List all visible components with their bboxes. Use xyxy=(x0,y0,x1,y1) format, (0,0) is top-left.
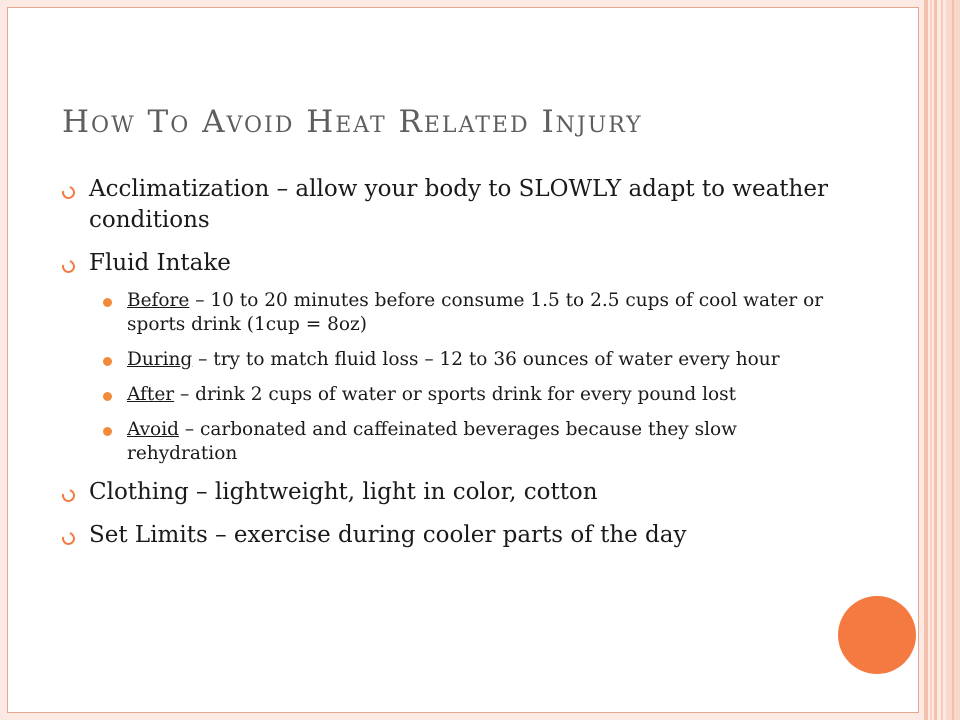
sub-bullet-item xyxy=(62,418,852,466)
decorative-stripe xyxy=(952,0,954,720)
sub-bullet-term: After xyxy=(127,384,175,405)
sub-bullet-item xyxy=(62,289,852,337)
sub-bullet-text: – carbonated and caffeinated beverages because they slow rehydration xyxy=(127,419,738,464)
slide-title: How To Avoid Heat Related Injury xyxy=(62,104,643,140)
sub-bullet-text: – drink 2 cups of water or sports drink for every pound lost xyxy=(174,384,737,405)
sub-bullet-text: – 10 to 20 minutes before consume 1.5 to 2.5 cups of cool water or sports drink (1cup = 8oz) xyxy=(127,290,824,335)
sub-bullet-term: During xyxy=(127,349,193,370)
bullet-item xyxy=(62,477,852,508)
bullet-item xyxy=(62,174,852,236)
sub-bullet-term: Avoid xyxy=(127,419,179,440)
sub-bullet-list xyxy=(62,289,852,466)
bullet-text: Acclimatization – allow your body to SLOWLY adapt to weather conditions xyxy=(89,176,828,233)
bullet-item xyxy=(62,520,852,551)
filled-dot-icon xyxy=(103,392,112,401)
decorative-stripe xyxy=(924,0,928,720)
sub-bullet-item xyxy=(62,383,852,407)
decorative-stripe xyxy=(941,0,943,720)
bullet-text: Clothing – lightweight, light in color, cotton xyxy=(89,479,598,505)
open-circle-icon xyxy=(60,258,78,276)
sub-bullet-text: – try to match fluid loss – 12 to 36 ounces of water every hour xyxy=(192,349,780,370)
bullet-text: Fluid Intake xyxy=(89,250,231,276)
sub-bullet-item xyxy=(62,348,852,372)
filled-dot-icon xyxy=(103,357,112,366)
bullet-text: Set Limits – exercise during cooler parts of the day xyxy=(89,522,687,548)
bullet-item xyxy=(62,248,852,279)
slide-body xyxy=(62,174,852,563)
decorative-stripe xyxy=(934,0,937,720)
filled-dot-icon xyxy=(103,427,112,436)
decorative-stripe xyxy=(930,0,932,720)
filled-dot-icon xyxy=(103,298,112,307)
sub-bullet-term: Before xyxy=(127,290,190,311)
open-circle-icon xyxy=(60,184,78,202)
open-circle-icon xyxy=(60,487,78,505)
orange-circle-decoration xyxy=(838,596,916,674)
open-circle-icon xyxy=(60,530,78,548)
